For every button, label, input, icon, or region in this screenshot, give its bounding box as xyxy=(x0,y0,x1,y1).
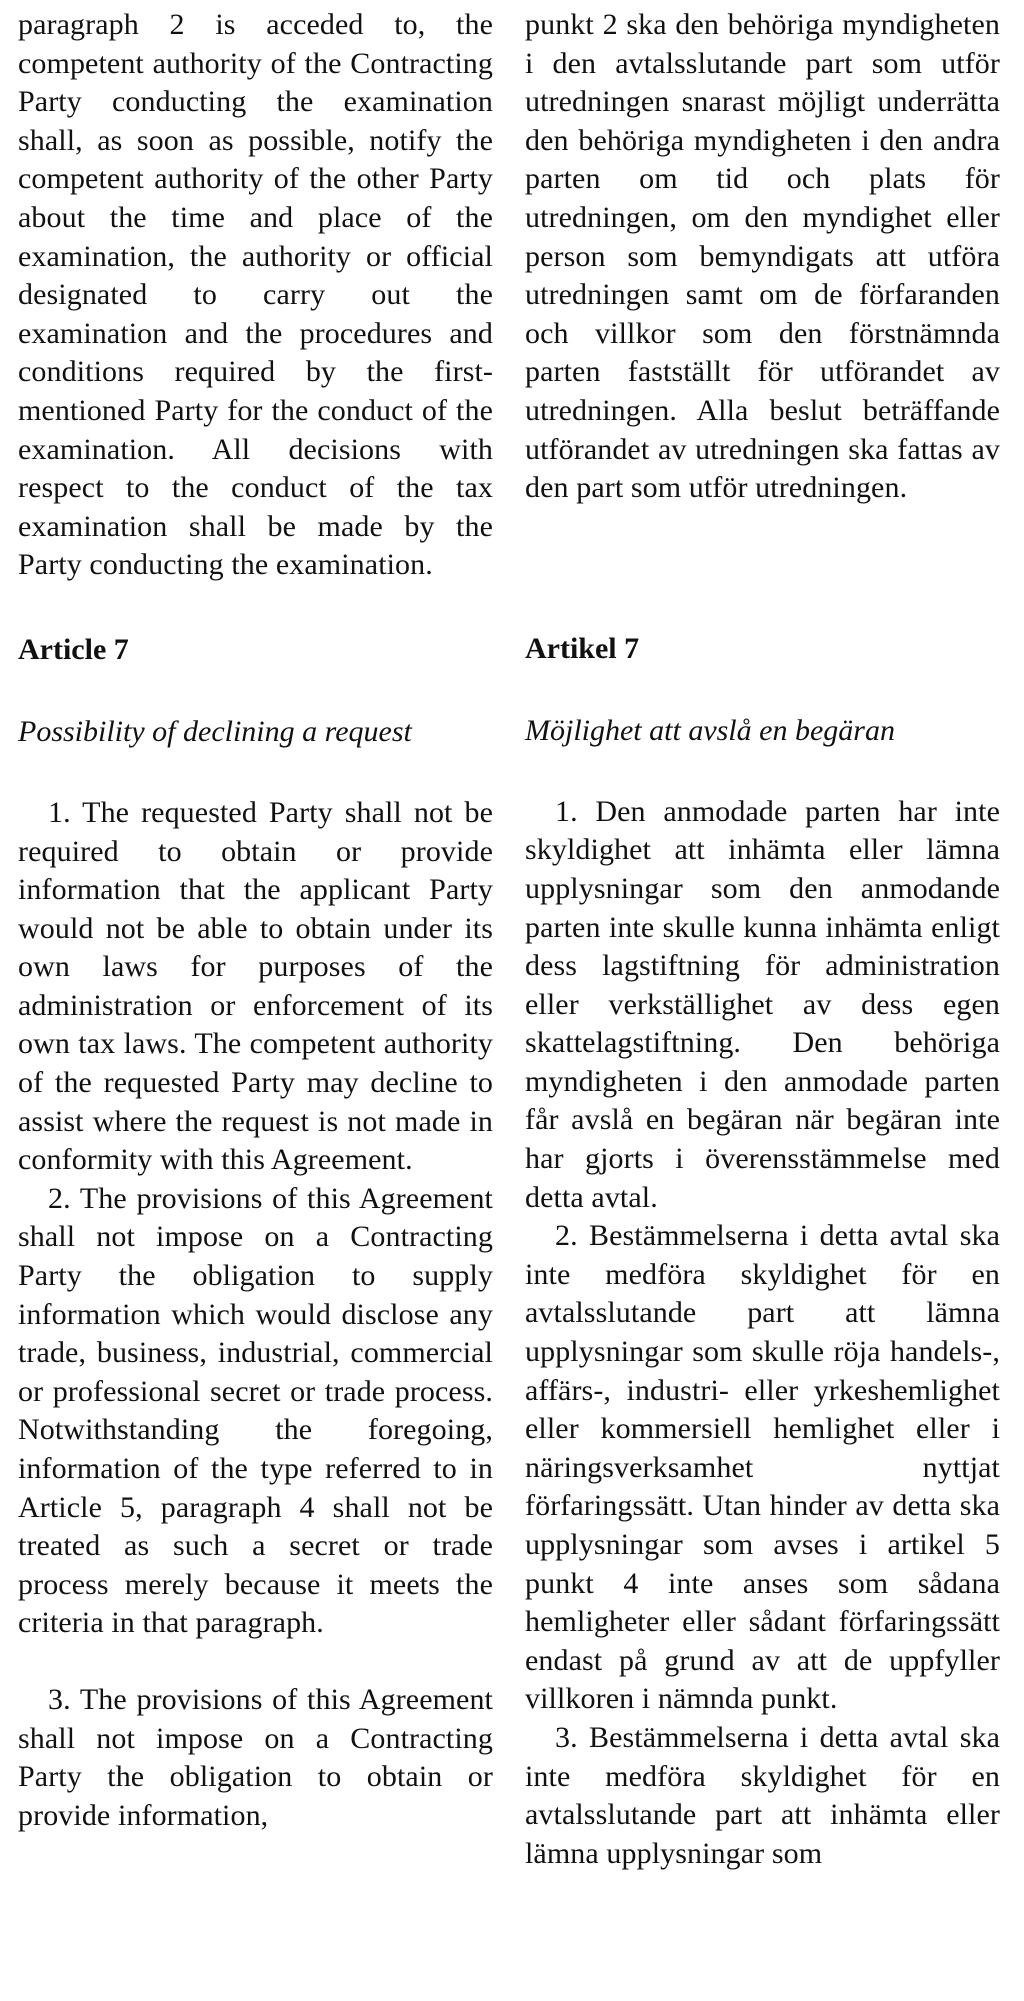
english-article-title: Possibility of declining a request xyxy=(18,714,412,748)
swedish-article-heading: Artikel 7 xyxy=(525,631,640,665)
english-paragraph-1: 1. The requested Party shall not be required to obtain or provide information that the applicant Party would not be able to obtain under its own laws for purposes of the administration or enforcement of its own tax laws. The competent authority of the requested Party may decline to assist where the request is not made in conformity with this Agreement. xyxy=(18,795,493,1177)
english-article-heading: Article 7 xyxy=(18,632,129,666)
english-column xyxy=(18,0,493,1835)
swedish-paragraph-3: 3. Bestämmelserna i detta avtal ska inte medföra skyldighet för en avtalsslutande part att inhämta eller lämna upplysningar som xyxy=(525,1720,1000,1870)
english-paragraph-3: 3. The provisions of this Agreement shall not impose on a Contracting Party the obligation to obtain or provide information, xyxy=(18,1682,493,1832)
swedish-column xyxy=(525,0,1000,1873)
swedish-paragraph-2: 2. Bestämmelserna i detta avtal ska inte medföra skyldighet för en avtalsslutande part att lämna upplysningar som skulle röja handels-, affärs-, industri- eller yrkeshemlighet eller kommersiell hemlighet eller i näringsverksamhet nyttjat förfaringssätt. Utan hinder av detta ska upplysningar som avses i artikel 5 punkt 4 inte anses som sådana hemligheter eller sådant förfaringssätt endast på grund av att de uppfyller villkoren i nämnda punkt. xyxy=(525,1219,1000,1716)
swedish-article-title: Möjlighet att avslå en begäran xyxy=(525,713,895,747)
english-paragraph-2: 2. The provisions of this Agreement shall not impose on a Contracting Party the obligation to supply information which would disclose any trade, business, industrial, commercial or professional secret or trade process. Notwithstanding the foregoing, information of the type referred to in Article 5, paragraph 4 shall not be treated as such a secret or trade process merely because it meets the criteria in that paragraph. xyxy=(18,1181,493,1640)
swedish-continuation-paragraph: punkt 2 ska den behöriga myndigheten i den avtalsslutande part som utför utredningen snarast möjligt underrätta den behöriga myndigheten i den andra parten om tid och plats för utredningen, om den myndighet eller person som bemyndigats att utföra utredningen samt om de förfaranden och villkor som den förstnämnda parten fastställt för utförandet av utredningen. Alla beslut beträffande utförandet av utredningen ska fattas av den part som utför utredningen. xyxy=(525,8,1000,505)
swedish-paragraph-1: 1. Den anmodade parten har inte skyldighet att inhämta eller lämna upplysningar som den anmodande parten inte skulle kunna inhämta enligt dess lagstiftning för administration eller verkställighet av dess egen skattelagstiftning. Den behöriga myndigheten i den anmodade parten får avslå en begäran när begäran inte har gjorts i överensstämmelse med detta avtal. xyxy=(525,794,1000,1214)
english-continuation-paragraph: paragraph 2 is acceded to, the competent authority of the Contracting Party conducting the examination shall, as soon as possible, notify the competent authority of the other Party about the time and place of the examination, the authority or official designated to carry out the examination and the procedures and conditions required by the first-mentioned Party for the conduct of the examination. All decisions with respect to the conduct of the tax examination shall be made by the Party conducting the examination. xyxy=(18,8,493,582)
